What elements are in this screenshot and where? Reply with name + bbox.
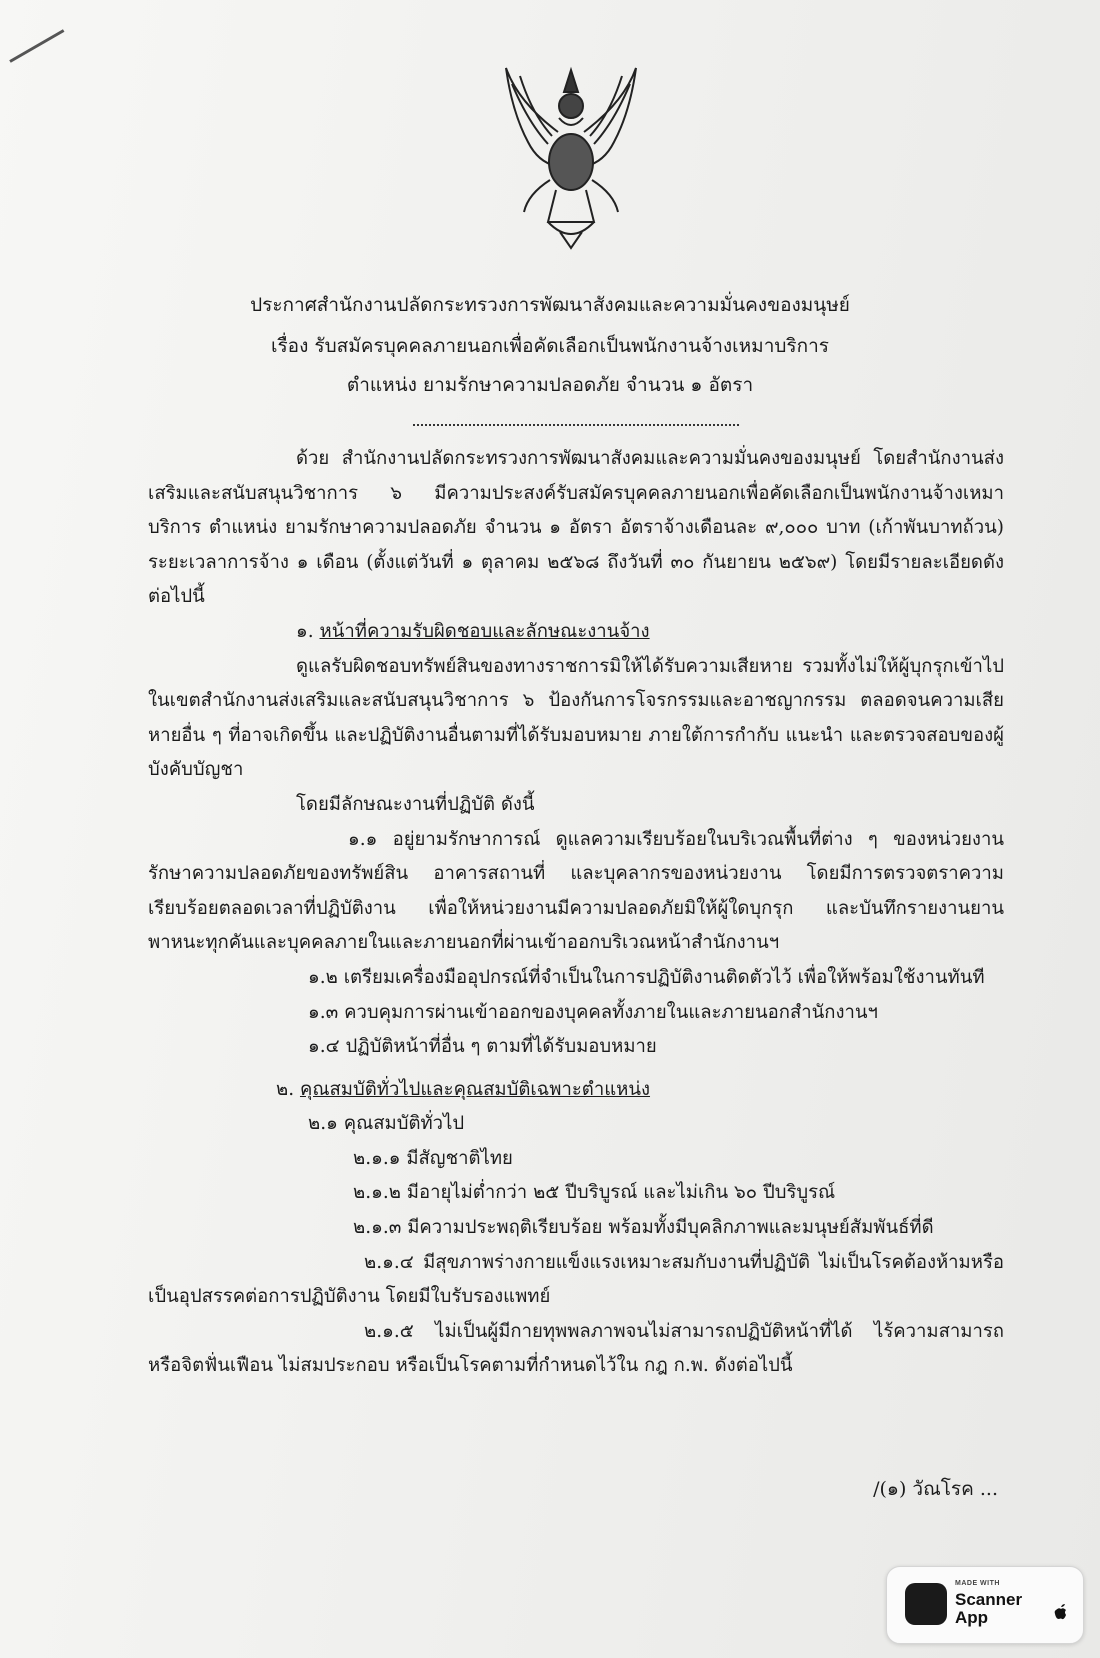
item-2-1-1: ๒.๑.๑ มีสัญชาติไทย (353, 1147, 513, 1169)
announcement-subject: เรื่อง รับสมัครบุคคลภายนอกเพื่อคัดเลือกเป็นพนักงานจ้างเหมาบริการ (270, 335, 830, 357)
section-1-heading (148, 615, 1004, 650)
item-2-1-5: ๒.๑.๕ ไม่เป็นผู้มีกายทุพพลภาพจนไม่สามารถปฏิบัติหน้าที่ได้ ไร้ความสามารถหรือจิตฟั่นเฟือน ไม่สมประกอบ หรือเป็นโรคตามที่กำหนดไว้ใน กฎ ก.พ. ดังต่อไปนี้ (148, 1320, 1004, 1377)
scanner-app-icon (905, 1583, 947, 1625)
item-1-2: ๑.๒ เตรียมเครื่องมืออุปกรณ์ที่จำเป็นในการปฏิบัติงานติดตัวไว้ เพื่อให้พร้อมใช้งานทันที (308, 966, 985, 988)
section-1-paragraph: ดูแลรับผิดชอบทรัพย์สินของทางราชการมิให้ได้รับความเสียหาย รวมทั้งไม่ให้ผู้บุกรุกเข้าไปในเขตสำนักงานส่งเสริมและสนับสนุนวิชาการ ๖ ป้องกันการโจรกรรมและอาชญากรรม ตลอดจนความเสียหายอื่น ๆ ที่อาจเกิดขึ้น และปฏิบัติงานอื่นตามที่ได้รับมอบหมาย ภายใต้การกำกับ แนะนำ และตรวจสอบของผู้บังคับบัญชา (148, 655, 1004, 781)
item-2-1-3: ๒.๑.๓ มีความประพฤติเรียบร้อย พร้อมทั้งมีบุคลิกภาพและมนุษย์สัมพันธ์ที่ดี (353, 1217, 934, 1239)
announcement-title-line-1: ประกาศสำนักงานปลัดกระทรวงการพัฒนาสังคมและความมั่นคงของมนุษย์ (250, 294, 850, 316)
apple-icon (1053, 1603, 1069, 1621)
continuation-note: /(๑) วัณโรค ... (873, 1478, 998, 1500)
item-1-4: ๑.๔ ปฏิบัติหน้าที่อื่น ๆ ตามที่ได้รับมอบหมาย (308, 1036, 657, 1058)
badge-app-name (955, 1591, 1022, 1627)
section-1-lead: โดยมีลักษณะงานที่ปฏิบัติ ดังนี้ (296, 793, 535, 815)
scanner-app-badge (886, 1566, 1084, 1644)
section-1-title: หน้าที่ความรับผิดชอบและลักษณะงานจ้าง (319, 620, 650, 642)
section-2-number: ๒. (276, 1078, 295, 1100)
badge-name-line-2: App (955, 1608, 989, 1627)
badge-name-line-1: Scanner (955, 1590, 1023, 1609)
announcement-position: ตำแหน่ง ยามรักษาความปลอดภัย จำนวน ๑ อัตรา (346, 374, 754, 396)
section-2-1-heading: ๒.๑ คุณสมบัติทั่วไป (308, 1113, 465, 1135)
section-1-number: ๑. (296, 620, 314, 642)
item-1-3: ๑.๓ ควบคุมการผ่านเข้าออกของบุคคลทั้งภายในและภายนอกสำนักงานฯ (308, 1001, 878, 1023)
item-1-1: ๑.๑ อยู่ยามรักษาการณ์ ดูแลความเรียบร้อยในบริเวณพื้นที่ต่าง ๆ ของหน่วยงาน รักษาความปลอดภัยของทรัพย์สิน อาคารสถานที่ และบุคลากรของหน่วยงาน โดยมีการตรวจตราความเรียบร้อยตลอดเวลาที่ปฏิบัติงาน เพื่อให้หน่วยงานมีความปลอดภัยมิให้ผู้ใดบุกรุก และบันทึกรายงานยานพาหนะทุกคันและบุคคลภายในและภายนอกที่ผ่านเข้าออกบริเวณหน้าสำนักงานฯ (148, 828, 1004, 954)
pen-mark (9, 29, 64, 63)
section-2-heading (148, 1073, 1004, 1108)
intro-paragraph: ด้วย สำนักงานปลัดกระทรวงการพัฒนาสังคมและความมั่นคงของมนุษย์ โดยสำนักงานส่งเสริมและสนับสนุนวิชาการ ๖ มีความประสงค์รับสมัครบุคคลภายนอกเพื่อคัดเลือกเป็นพนักงานจ้างเหมาบริการ ตำแหน่ง ยามรักษาความปลอดภัย จำนวน ๑ อัตรา อัตราจ้างเดือนละ ๙,๐๐๐ บาท (เก้าพันบาทถ้วน) ระยะเวลาการจ้าง ๑ เดือน (ตั้งแต่วันที่ ๑ ตุลาคม ๒๕๖๘ ถึงวันที่ ๓๐ กันยายน ๒๕๖๙) โดยมีรายละเอียดดังต่อไปนี้ (148, 448, 1004, 608)
section-2-title: คุณสมบัติทั่วไปและคุณสมบัติเฉพาะตำแหน่ง (299, 1078, 651, 1100)
dotted-separator (413, 424, 739, 426)
garuda-emblem (498, 62, 644, 250)
badge-made-with: MADE WITH (955, 1580, 1000, 1587)
item-2-1-4: ๒.๑.๔ มีสุขภาพร่างกายแข็งแรงเหมาะสมกับงานที่ปฏิบัติ ไม่เป็นโรคต้องห้ามหรือเป็นอุปสรรคต่อการปฏิบัติงาน โดยมีใบรับรองแพทย์ (148, 1251, 1004, 1308)
item-2-1-2: ๒.๑.๒ มีอายุไม่ต่ำกว่า ๒๕ ปีบริบูรณ์ และไม่เกิน ๖๐ ปีบริบูรณ์ (353, 1182, 836, 1204)
document-body (148, 442, 1004, 1384)
